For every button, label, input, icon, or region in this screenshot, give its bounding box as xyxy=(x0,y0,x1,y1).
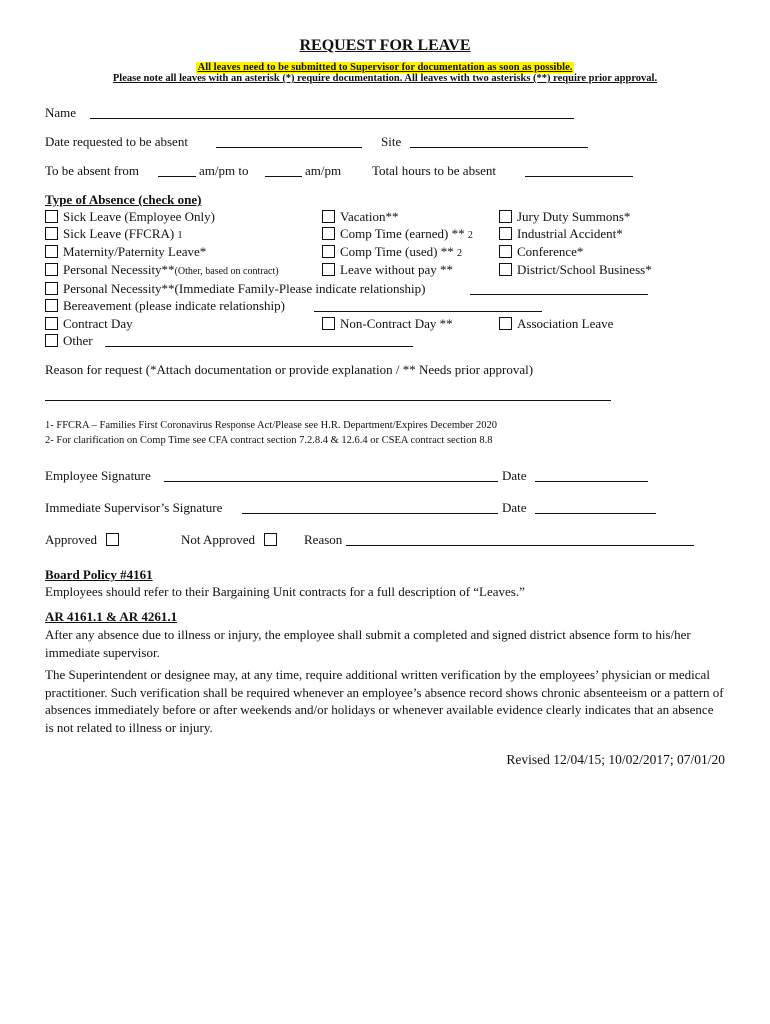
checkbox[interactable] xyxy=(499,245,512,258)
employee-date-field[interactable] xyxy=(535,481,648,482)
option-non-contract[interactable]: Non-Contract Day ** xyxy=(322,316,453,332)
option-comp-earned[interactable]: Comp Time (earned) ** 2 xyxy=(322,226,473,242)
total-hours-label: Total hours to be absent xyxy=(372,163,497,178)
approval-reason-label: Reason xyxy=(304,532,343,547)
checkbox[interactable] xyxy=(322,317,335,330)
option-sick-ffcra[interactable]: Sick Leave (FFCRA) 1 xyxy=(45,226,182,242)
option-district[interactable]: District/School Business* xyxy=(499,262,652,278)
checkbox[interactable] xyxy=(45,334,58,347)
checkbox[interactable] xyxy=(322,263,335,276)
not-approved-option[interactable]: Not Approved xyxy=(181,532,282,548)
checkbox[interactable] xyxy=(322,227,335,240)
ampm-to-label: am/pm to xyxy=(199,163,249,178)
option-other[interactable]: Other xyxy=(45,333,93,349)
checkbox[interactable] xyxy=(322,245,335,258)
approval-reason-field[interactable] xyxy=(346,545,694,546)
option-conference[interactable]: Conference* xyxy=(499,244,583,260)
absent-from-label: To be absent from xyxy=(45,163,140,178)
footnote-2: 2- For clarification on Comp Time see CFA contract section 7.2.8.4 & 12.6.4 or CSEA contract section 8.8 xyxy=(45,435,493,446)
site-label: Site xyxy=(381,134,402,149)
option-without-pay[interactable]: Leave without pay ** xyxy=(322,262,453,278)
ar-heading: AR 4161.1 & AR 4261.1 xyxy=(45,609,178,624)
site-field[interactable] xyxy=(410,147,588,148)
supervisor-date-label: Date xyxy=(502,500,527,515)
checkbox[interactable] xyxy=(45,282,58,295)
option-industrial[interactable]: Industrial Accident* xyxy=(499,226,623,242)
reason-label: Reason for request (*Attach documentation or provide explanation / ** Needs prior approval) xyxy=(45,362,534,377)
reason-field[interactable] xyxy=(45,400,611,401)
board-policy-text: Employees should refer to their Bargaining Unit contracts for a full description of “Leaves.” xyxy=(45,584,525,599)
employee-date-label: Date xyxy=(502,468,527,483)
board-policy-heading: Board Policy #4161 xyxy=(45,567,153,582)
checkbox[interactable] xyxy=(499,263,512,276)
option-jury[interactable]: Jury Duty Summons* xyxy=(499,209,630,225)
superintendent-text: The Superintendent or designee may, at any time, require additional written verification by the employees’ physician or medical practitioner. Such verification shall be required whenever an employee’s absence record shows chronic absenteeism or a pattern of absences immediately before or after weekends and/or holidays or whenever available evidence clearly indicates that an absence is not related to illness or injury. xyxy=(45,667,724,735)
option-comp-used[interactable]: Comp Time (used) ** 2 xyxy=(322,244,462,260)
ampm-label: am/pm xyxy=(305,163,342,178)
supervisor-signature-field[interactable] xyxy=(242,513,498,514)
option-personal-family[interactable]: Personal Necessity**(Immediate Family-Please indicate relationship) xyxy=(45,281,425,297)
checkbox[interactable] xyxy=(45,210,58,223)
form-title: REQUEST FOR LEAVE xyxy=(299,37,471,54)
bereavement-relationship-field[interactable] xyxy=(314,311,542,312)
date-requested-label: Date requested to be absent xyxy=(45,134,188,149)
not-approved-checkbox[interactable] xyxy=(264,533,277,546)
checkbox[interactable] xyxy=(45,317,58,330)
checkbox[interactable] xyxy=(322,210,335,223)
checkbox[interactable] xyxy=(45,263,58,276)
checkbox[interactable] xyxy=(499,317,512,330)
date-requested-field[interactable] xyxy=(216,147,362,148)
option-maternity[interactable]: Maternity/Paternity Leave* xyxy=(45,244,206,260)
relationship-field[interactable] xyxy=(470,294,648,295)
absent-to-field[interactable] xyxy=(265,176,302,177)
approved-option[interactable]: Approved xyxy=(45,532,124,548)
asterisk-note: Please note all leaves with an asterisk (*) require documentation. All leaves with two asterisks (**) require prior approval. xyxy=(112,73,658,84)
checkbox[interactable] xyxy=(499,227,512,240)
option-vacation[interactable]: Vacation** xyxy=(322,209,398,225)
employee-signature-label: Employee Signature xyxy=(45,468,151,483)
checkbox[interactable] xyxy=(45,227,58,240)
checkbox[interactable] xyxy=(499,210,512,223)
revised-date: Revised 12/04/15; 10/02/2017; 07/01/20 xyxy=(506,752,725,767)
option-sick-employee[interactable]: Sick Leave (Employee Only) xyxy=(45,209,215,225)
absence-heading: Type of Absence (check one) xyxy=(45,192,202,207)
approved-checkbox[interactable] xyxy=(106,533,119,546)
employee-signature-field[interactable] xyxy=(164,481,498,482)
supervisor-signature-label: Immediate Supervisor’s Signature xyxy=(45,500,223,515)
total-hours-field[interactable] xyxy=(525,176,633,177)
supervisor-date-field[interactable] xyxy=(535,513,656,514)
option-association[interactable]: Association Leave xyxy=(499,316,613,332)
name-field[interactable] xyxy=(90,118,574,119)
checkbox[interactable] xyxy=(45,299,58,312)
other-field[interactable] xyxy=(105,346,413,347)
option-personal-other[interactable]: Personal Necessity**(Other, based on contract) xyxy=(45,262,279,278)
checkbox[interactable] xyxy=(45,245,58,258)
absent-from-field[interactable] xyxy=(158,176,196,177)
option-contract-day[interactable]: Contract Day xyxy=(45,316,133,332)
name-label: Name xyxy=(45,105,77,120)
highlight-note: All leaves need to be submitted to Supervisor for documentation as soon as possible. xyxy=(197,62,573,73)
ar-text: After any absence due to illness or injury, the employee shall submit a completed and signed district absence form to his/her immediate supervisor. xyxy=(45,627,691,660)
option-bereavement[interactable]: Bereavement (please indicate relationship) xyxy=(45,298,285,314)
footnote-1: 1- FFCRA – Families First Coronavirus Response Act/Please see H.R. Department/Expires December 2020 xyxy=(45,420,498,431)
